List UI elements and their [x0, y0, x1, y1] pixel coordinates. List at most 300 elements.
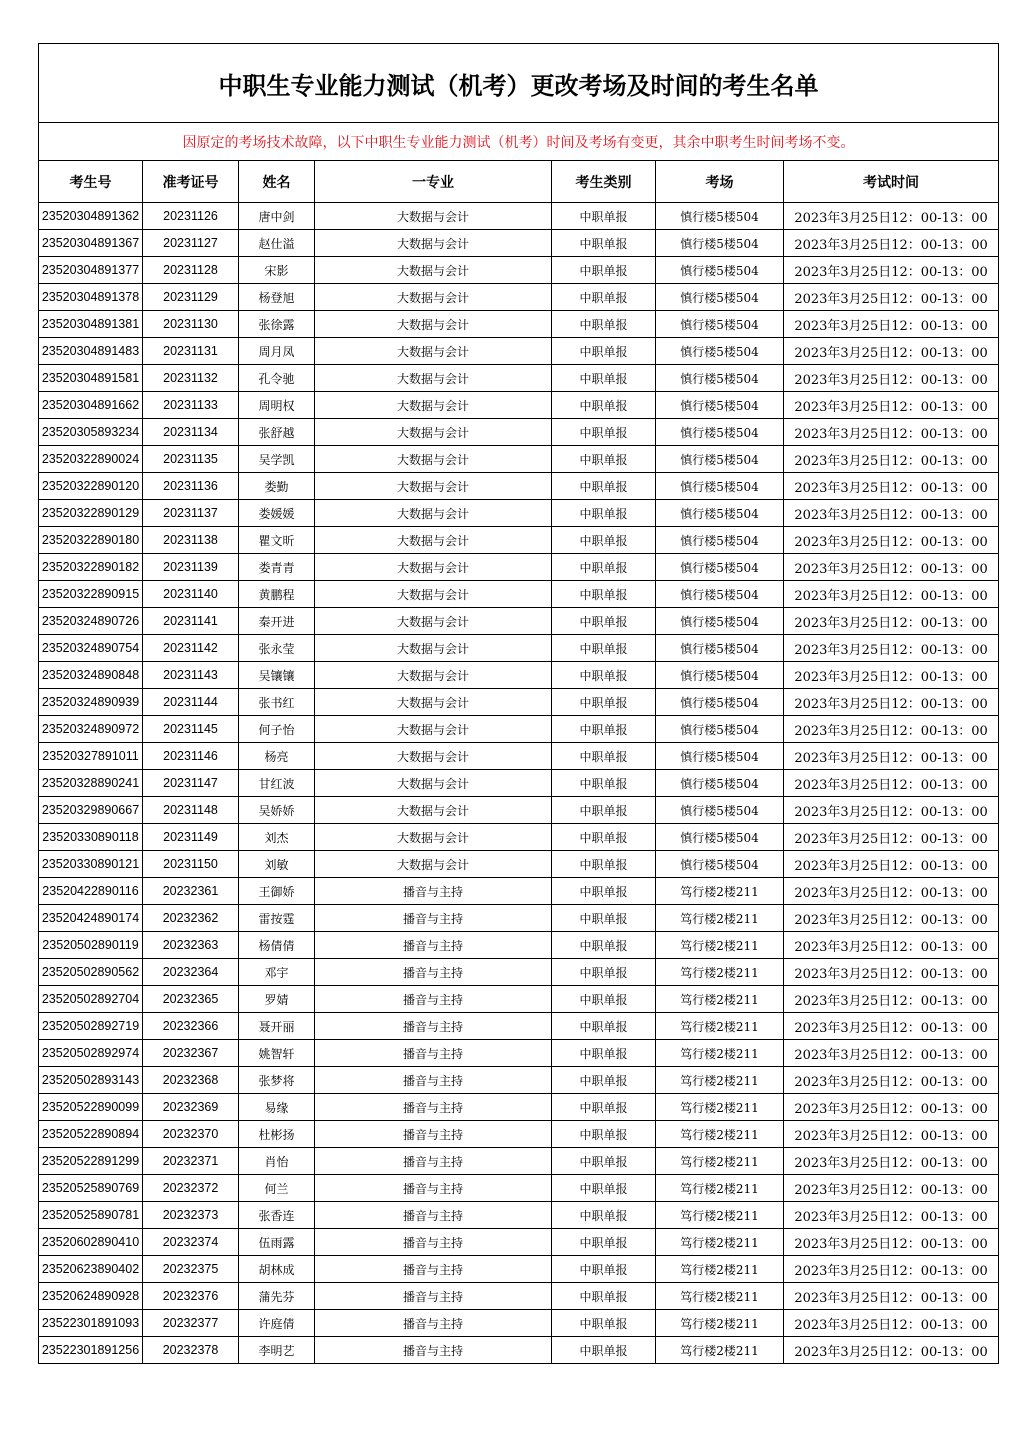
exam-room-cell: 慎行楼5楼504: [656, 662, 784, 689]
exam-time-cell: 2023年3月25日12：00-13：00: [784, 878, 999, 905]
name-cell: 周明权: [239, 392, 315, 419]
student-id-cell: 23520623890402: [39, 1256, 143, 1283]
exam-time-cell: 2023年3月25日12：00-13：00: [784, 797, 999, 824]
exam-time-cell: 2023年3月25日12：00-13：00: [784, 1229, 999, 1256]
exam-room-cell: 笃行楼2楼211: [656, 1337, 784, 1364]
exam-time-cell: 2023年3月25日12：00-13：00: [784, 824, 999, 851]
name-cell: 黄鹏程: [239, 581, 315, 608]
table-row: [39, 284, 999, 311]
table-row: [39, 1283, 999, 1310]
exam-room-cell: 笃行楼2楼211: [656, 1283, 784, 1310]
category-cell: 中职单报: [552, 257, 656, 284]
exam-room-cell: 笃行楼2楼211: [656, 1310, 784, 1337]
category-cell: 中职单报: [552, 1337, 656, 1364]
table-row: [39, 797, 999, 824]
table-row: [39, 959, 999, 986]
major-cell: 大数据与会计: [315, 851, 552, 878]
ticket-number-cell: 20231141: [143, 608, 239, 635]
student-id-cell: 23520322890120: [39, 473, 143, 500]
ticket-number-cell: 20231147: [143, 770, 239, 797]
exam-room-cell: 慎行楼5楼504: [656, 635, 784, 662]
student-id-cell: 23520324890972: [39, 716, 143, 743]
table-row: [39, 770, 999, 797]
student-id-cell: 23520502892974: [39, 1040, 143, 1067]
exam-room-cell: 笃行楼2楼211: [656, 905, 784, 932]
exam-time-cell: 2023年3月25日12：00-13：00: [784, 365, 999, 392]
student-id-cell: 23520502890119: [39, 932, 143, 959]
exam-time-cell: 2023年3月25日12：00-13：00: [784, 1202, 999, 1229]
ticket-number-cell: 20232364: [143, 959, 239, 986]
ticket-number-cell: 20231140: [143, 581, 239, 608]
name-cell: 何兰: [239, 1175, 315, 1202]
student-id-cell: 23520304891483: [39, 338, 143, 365]
student-id-cell: 23522301891093: [39, 1310, 143, 1337]
exam-time-cell: 2023年3月25日12：00-13：00: [784, 1121, 999, 1148]
ticket-number-cell: 20231132: [143, 365, 239, 392]
major-cell: 大数据与会计: [315, 743, 552, 770]
major-cell: 大数据与会计: [315, 662, 552, 689]
category-cell: 中职单报: [552, 1067, 656, 1094]
major-cell: 大数据与会计: [315, 257, 552, 284]
ticket-number-cell: 20231139: [143, 554, 239, 581]
name-cell: 刘敏: [239, 851, 315, 878]
exam-time-cell: 2023年3月25日12：00-13：00: [784, 554, 999, 581]
name-cell: 杜彬扬: [239, 1121, 315, 1148]
column-header-category: 考生类别: [552, 161, 656, 203]
table-row: [39, 473, 999, 500]
ticket-number-cell: 20231126: [143, 203, 239, 230]
table-row: [39, 743, 999, 770]
exam-time-cell: 2023年3月25日12：00-13：00: [784, 1310, 999, 1337]
exam-room-cell: 笃行楼2楼211: [656, 1040, 784, 1067]
exam-room-cell: 笃行楼2楼211: [656, 1121, 784, 1148]
table-row: [39, 257, 999, 284]
name-cell: 肖怡: [239, 1148, 315, 1175]
exam-room-cell: 笃行楼2楼211: [656, 932, 784, 959]
name-cell: 聂开丽: [239, 1013, 315, 1040]
table-row: [39, 1229, 999, 1256]
exam-room-cell: 慎行楼5楼504: [656, 365, 784, 392]
major-cell: 大数据与会计: [315, 770, 552, 797]
major-cell: 大数据与会计: [315, 311, 552, 338]
category-cell: 中职单报: [552, 824, 656, 851]
page-title: 中职生专业能力测试（机考）更改考场及时间的考生名单: [39, 44, 999, 123]
name-cell: 唐中剑: [239, 203, 315, 230]
category-cell: 中职单报: [552, 1283, 656, 1310]
student-id-cell: 23520304891581: [39, 365, 143, 392]
exam-room-cell: 慎行楼5楼504: [656, 257, 784, 284]
major-cell: 大数据与会计: [315, 689, 552, 716]
exam-room-cell: 慎行楼5楼504: [656, 500, 784, 527]
name-cell: 瞿文昕: [239, 527, 315, 554]
category-cell: 中职单报: [552, 392, 656, 419]
table-row: [39, 905, 999, 932]
exam-time-cell: 2023年3月25日12：00-13：00: [784, 635, 999, 662]
student-id-cell: 23520304891662: [39, 392, 143, 419]
ticket-number-cell: 20232376: [143, 1283, 239, 1310]
exam-room-cell: 慎行楼5楼504: [656, 743, 784, 770]
exam-time-cell: 2023年3月25日12：00-13：00: [784, 905, 999, 932]
ticket-number-cell: 20231134: [143, 419, 239, 446]
table-body: [39, 203, 999, 1364]
column-header-exam-time: 考试时间: [784, 161, 999, 203]
exam-time-cell: 2023年3月25日12：00-13：00: [784, 608, 999, 635]
name-cell: 蒲先芬: [239, 1283, 315, 1310]
category-cell: 中职单报: [552, 905, 656, 932]
ticket-number-cell: 20231128: [143, 257, 239, 284]
student-id-cell: 23520328890241: [39, 770, 143, 797]
category-cell: 中职单报: [552, 1094, 656, 1121]
student-id-cell: 23520522890099: [39, 1094, 143, 1121]
exam-time-cell: 2023年3月25日12：00-13：00: [784, 1040, 999, 1067]
exam-time-cell: 2023年3月25日12：00-13：00: [784, 851, 999, 878]
category-cell: 中职单报: [552, 878, 656, 905]
ticket-number-cell: 20231143: [143, 662, 239, 689]
exam-time-cell: 2023年3月25日12：00-13：00: [784, 1337, 999, 1364]
category-cell: 中职单报: [552, 500, 656, 527]
ticket-number-cell: 20232373: [143, 1202, 239, 1229]
exam-room-cell: 慎行楼5楼504: [656, 392, 784, 419]
student-id-cell: 23520502892719: [39, 1013, 143, 1040]
major-cell: 播音与主持: [315, 932, 552, 959]
table-row: [39, 365, 999, 392]
student-id-cell: 23520324890848: [39, 662, 143, 689]
name-cell: 杨倩倩: [239, 932, 315, 959]
category-cell: 中职单报: [552, 986, 656, 1013]
exam-room-cell: 笃行楼2楼211: [656, 1229, 784, 1256]
category-cell: 中职单报: [552, 662, 656, 689]
exam-room-cell: 笃行楼2楼211: [656, 1148, 784, 1175]
major-cell: 播音与主持: [315, 1337, 552, 1364]
name-cell: 张永莹: [239, 635, 315, 662]
exam-time-cell: 2023年3月25日12：00-13：00: [784, 689, 999, 716]
table-row: [39, 1310, 999, 1337]
major-cell: 大数据与会计: [315, 716, 552, 743]
student-id-cell: 23520522891299: [39, 1148, 143, 1175]
exam-time-cell: 2023年3月25日12：00-13：00: [784, 527, 999, 554]
exam-room-cell: 慎行楼5楼504: [656, 419, 784, 446]
exam-time-cell: 2023年3月25日12：00-13：00: [784, 986, 999, 1013]
student-id-cell: 23520324890939: [39, 689, 143, 716]
exam-time-cell: 2023年3月25日12：00-13：00: [784, 446, 999, 473]
category-cell: 中职单报: [552, 311, 656, 338]
exam-time-cell: 2023年3月25日12：00-13：00: [784, 230, 999, 257]
exam-time-cell: 2023年3月25日12：00-13：00: [784, 581, 999, 608]
category-cell: 中职单报: [552, 770, 656, 797]
exam-time-cell: 2023年3月25日12：00-13：00: [784, 770, 999, 797]
ticket-number-cell: 20232362: [143, 905, 239, 932]
exam-time-cell: 2023年3月25日12：00-13：00: [784, 743, 999, 770]
student-id-cell: 23520322890915: [39, 581, 143, 608]
exam-time-cell: 2023年3月25日12：00-13：00: [784, 392, 999, 419]
category-cell: 中职单报: [552, 743, 656, 770]
student-id-cell: 23520304891362: [39, 203, 143, 230]
table-row: [39, 1202, 999, 1229]
exam-room-cell: 慎行楼5楼504: [656, 608, 784, 635]
ticket-number-cell: 20232375: [143, 1256, 239, 1283]
name-cell: 许庭倩: [239, 1310, 315, 1337]
exam-time-cell: 2023年3月25日12：00-13：00: [784, 1094, 999, 1121]
student-id-cell: 23520502890562: [39, 959, 143, 986]
table-row: [39, 1040, 999, 1067]
table-row: [39, 608, 999, 635]
name-cell: 王御娇: [239, 878, 315, 905]
category-cell: 中职单报: [552, 959, 656, 986]
major-cell: 大数据与会计: [315, 500, 552, 527]
major-cell: 大数据与会计: [315, 797, 552, 824]
major-cell: 播音与主持: [315, 1283, 552, 1310]
category-cell: 中职单报: [552, 365, 656, 392]
category-cell: 中职单报: [552, 1175, 656, 1202]
category-cell: 中职单报: [552, 203, 656, 230]
exam-room-cell: 慎行楼5楼504: [656, 581, 784, 608]
ticket-number-cell: 20232366: [143, 1013, 239, 1040]
exam-time-cell: 2023年3月25日12：00-13：00: [784, 1148, 999, 1175]
student-id-cell: 23520304891378: [39, 284, 143, 311]
exam-time-cell: 2023年3月25日12：00-13：00: [784, 959, 999, 986]
ticket-number-cell: 20231150: [143, 851, 239, 878]
category-cell: 中职单报: [552, 284, 656, 311]
exam-room-cell: 笃行楼2楼211: [656, 1256, 784, 1283]
exam-room-cell: 笃行楼2楼211: [656, 1202, 784, 1229]
table-row: [39, 419, 999, 446]
exam-room-cell: 慎行楼5楼504: [656, 851, 784, 878]
ticket-number-cell: 20232372: [143, 1175, 239, 1202]
student-id-cell: 23520304891381: [39, 311, 143, 338]
name-cell: 易缘: [239, 1094, 315, 1121]
student-id-cell: 23520502892704: [39, 986, 143, 1013]
name-cell: 娄青青: [239, 554, 315, 581]
name-cell: 刘杰: [239, 824, 315, 851]
major-cell: 播音与主持: [315, 1013, 552, 1040]
ticket-number-cell: 20232370: [143, 1121, 239, 1148]
category-cell: 中职单报: [552, 473, 656, 500]
exam-room-cell: 笃行楼2楼211: [656, 878, 784, 905]
student-id-cell: 23520624890928: [39, 1283, 143, 1310]
name-cell: 张梦将: [239, 1067, 315, 1094]
table-row: [39, 716, 999, 743]
exam-time-cell: 2023年3月25日12：00-13：00: [784, 203, 999, 230]
table-row: [39, 554, 999, 581]
ticket-number-cell: 20231136: [143, 473, 239, 500]
ticket-number-cell: 20232371: [143, 1148, 239, 1175]
exam-room-cell: 慎行楼5楼504: [656, 230, 784, 257]
table-row: [39, 851, 999, 878]
student-id-cell: 23520322890180: [39, 527, 143, 554]
ticket-number-cell: 20231127: [143, 230, 239, 257]
student-id-cell: 23520304891377: [39, 257, 143, 284]
major-cell: 大数据与会计: [315, 824, 552, 851]
student-id-cell: 23520502893143: [39, 1067, 143, 1094]
name-cell: 周月凤: [239, 338, 315, 365]
major-cell: 大数据与会计: [315, 446, 552, 473]
ticket-number-cell: 20232361: [143, 878, 239, 905]
ticket-number-cell: 20231135: [143, 446, 239, 473]
exam-time-cell: 2023年3月25日12：00-13：00: [784, 1013, 999, 1040]
name-cell: 秦开进: [239, 608, 315, 635]
major-cell: 大数据与会计: [315, 419, 552, 446]
category-cell: 中职单报: [552, 689, 656, 716]
table-row: [39, 635, 999, 662]
table-row: [39, 1256, 999, 1283]
ticket-number-cell: 20232369: [143, 1094, 239, 1121]
name-cell: 张香连: [239, 1202, 315, 1229]
major-cell: 播音与主持: [315, 1310, 552, 1337]
major-cell: 大数据与会计: [315, 284, 552, 311]
student-id-cell: 23520322890129: [39, 500, 143, 527]
name-cell: 张舒越: [239, 419, 315, 446]
student-id-cell: 23522301891256: [39, 1337, 143, 1364]
change-notice: 因原定的考场技术故障，以下中职生专业能力测试（机考）时间及考场有变更，其余中职考生时间考场不变。: [39, 123, 999, 161]
exam-time-cell: 2023年3月25日12：00-13：00: [784, 1256, 999, 1283]
exam-time-cell: 2023年3月25日12：00-13：00: [784, 284, 999, 311]
exam-time-cell: 2023年3月25日12：00-13：00: [784, 419, 999, 446]
column-header-exam-room: 考场: [656, 161, 784, 203]
category-cell: 中职单报: [552, 554, 656, 581]
major-cell: 大数据与会计: [315, 581, 552, 608]
exam-room-cell: 笃行楼2楼211: [656, 959, 784, 986]
table-row: [39, 230, 999, 257]
exam-room-cell: 笃行楼2楼211: [656, 986, 784, 1013]
major-cell: 播音与主持: [315, 1202, 552, 1229]
ticket-number-cell: 20232363: [143, 932, 239, 959]
name-cell: 吴镶镶: [239, 662, 315, 689]
major-cell: 大数据与会计: [315, 203, 552, 230]
category-cell: 中职单报: [552, 1310, 656, 1337]
name-cell: 杨登旭: [239, 284, 315, 311]
ticket-number-cell: 20231130: [143, 311, 239, 338]
student-id-cell: 23520324890754: [39, 635, 143, 662]
category-cell: 中职单报: [552, 851, 656, 878]
category-cell: 中职单报: [552, 446, 656, 473]
name-cell: 李明艺: [239, 1337, 315, 1364]
major-cell: 大数据与会计: [315, 608, 552, 635]
student-table: [38, 43, 999, 1364]
column-header-name: 姓名: [239, 161, 315, 203]
ticket-number-cell: 20231149: [143, 824, 239, 851]
table-header-row: [39, 161, 999, 203]
exam-room-cell: 慎行楼5楼504: [656, 824, 784, 851]
table-row: [39, 662, 999, 689]
exam-time-cell: 2023年3月25日12：00-13：00: [784, 716, 999, 743]
exam-room-cell: 笃行楼2楼211: [656, 1013, 784, 1040]
column-header-student-id: 考生号: [39, 161, 143, 203]
student-id-cell: 23520330890118: [39, 824, 143, 851]
student-id-cell: 23520322890024: [39, 446, 143, 473]
student-id-cell: 23520422890116: [39, 878, 143, 905]
ticket-number-cell: 20231138: [143, 527, 239, 554]
category-cell: 中职单报: [552, 1202, 656, 1229]
name-cell: 宋影: [239, 257, 315, 284]
table-row: [39, 392, 999, 419]
student-id-cell: 23520329890667: [39, 797, 143, 824]
major-cell: 大数据与会计: [315, 338, 552, 365]
exam-room-cell: 笃行楼2楼211: [656, 1175, 784, 1202]
major-cell: 播音与主持: [315, 1121, 552, 1148]
student-id-cell: 23520330890121: [39, 851, 143, 878]
major-cell: 播音与主持: [315, 986, 552, 1013]
ticket-number-cell: 20231133: [143, 392, 239, 419]
name-cell: 姚智轩: [239, 1040, 315, 1067]
major-cell: 播音与主持: [315, 1175, 552, 1202]
student-id-cell: 23520322890182: [39, 554, 143, 581]
major-cell: 播音与主持: [315, 1094, 552, 1121]
category-cell: 中职单报: [552, 1121, 656, 1148]
student-id-cell: 23520424890174: [39, 905, 143, 932]
category-cell: 中职单报: [552, 1013, 656, 1040]
ticket-number-cell: 20231148: [143, 797, 239, 824]
major-cell: 大数据与会计: [315, 365, 552, 392]
name-cell: 罗婧: [239, 986, 315, 1013]
name-cell: 胡林成: [239, 1256, 315, 1283]
exam-room-cell: 慎行楼5楼504: [656, 797, 784, 824]
ticket-number-cell: 20232365: [143, 986, 239, 1013]
category-cell: 中职单报: [552, 932, 656, 959]
table-row: [39, 689, 999, 716]
major-cell: 大数据与会计: [315, 635, 552, 662]
ticket-number-cell: 20231129: [143, 284, 239, 311]
category-cell: 中职单报: [552, 1229, 656, 1256]
major-cell: 播音与主持: [315, 878, 552, 905]
table-row: [39, 1337, 999, 1364]
exam-room-cell: 慎行楼5楼504: [656, 527, 784, 554]
table-row: [39, 1094, 999, 1121]
student-id-cell: 23520305893234: [39, 419, 143, 446]
exam-time-cell: 2023年3月25日12：00-13：00: [784, 500, 999, 527]
exam-room-cell: 慎行楼5楼504: [656, 689, 784, 716]
exam-change-sheet: [38, 43, 998, 1364]
ticket-number-cell: 20231137: [143, 500, 239, 527]
exam-room-cell: 慎行楼5楼504: [656, 473, 784, 500]
name-cell: 孔令驰: [239, 365, 315, 392]
name-cell: 娄媛媛: [239, 500, 315, 527]
major-cell: 播音与主持: [315, 1067, 552, 1094]
exam-room-cell: 慎行楼5楼504: [656, 446, 784, 473]
exam-room-cell: 慎行楼5楼504: [656, 338, 784, 365]
exam-time-cell: 2023年3月25日12：00-13：00: [784, 662, 999, 689]
major-cell: 大数据与会计: [315, 392, 552, 419]
name-cell: 张书红: [239, 689, 315, 716]
category-cell: 中职单报: [552, 419, 656, 446]
student-id-cell: 23520324890726: [39, 608, 143, 635]
ticket-number-cell: 20232377: [143, 1310, 239, 1337]
category-cell: 中职单报: [552, 1256, 656, 1283]
major-cell: 大数据与会计: [315, 554, 552, 581]
ticket-number-cell: 20231131: [143, 338, 239, 365]
category-cell: 中职单报: [552, 797, 656, 824]
exam-time-cell: 2023年3月25日12：00-13：00: [784, 932, 999, 959]
category-cell: 中职单报: [552, 527, 656, 554]
major-cell: 播音与主持: [315, 905, 552, 932]
ticket-number-cell: 20232367: [143, 1040, 239, 1067]
major-cell: 大数据与会计: [315, 230, 552, 257]
name-cell: 张徐露: [239, 311, 315, 338]
table-row: [39, 1175, 999, 1202]
ticket-number-cell: 20232374: [143, 1229, 239, 1256]
column-header-ticket-number: 准考证号: [143, 161, 239, 203]
major-cell: 大数据与会计: [315, 473, 552, 500]
table-row: [39, 338, 999, 365]
exam-room-cell: 慎行楼5楼504: [656, 554, 784, 581]
exam-room-cell: 慎行楼5楼504: [656, 311, 784, 338]
category-cell: 中职单报: [552, 581, 656, 608]
name-cell: 杨亮: [239, 743, 315, 770]
table-row: [39, 1067, 999, 1094]
student-id-cell: 23520602890410: [39, 1229, 143, 1256]
exam-time-cell: 2023年3月25日12：00-13：00: [784, 1283, 999, 1310]
table-row: [39, 203, 999, 230]
exam-room-cell: 笃行楼2楼211: [656, 1067, 784, 1094]
